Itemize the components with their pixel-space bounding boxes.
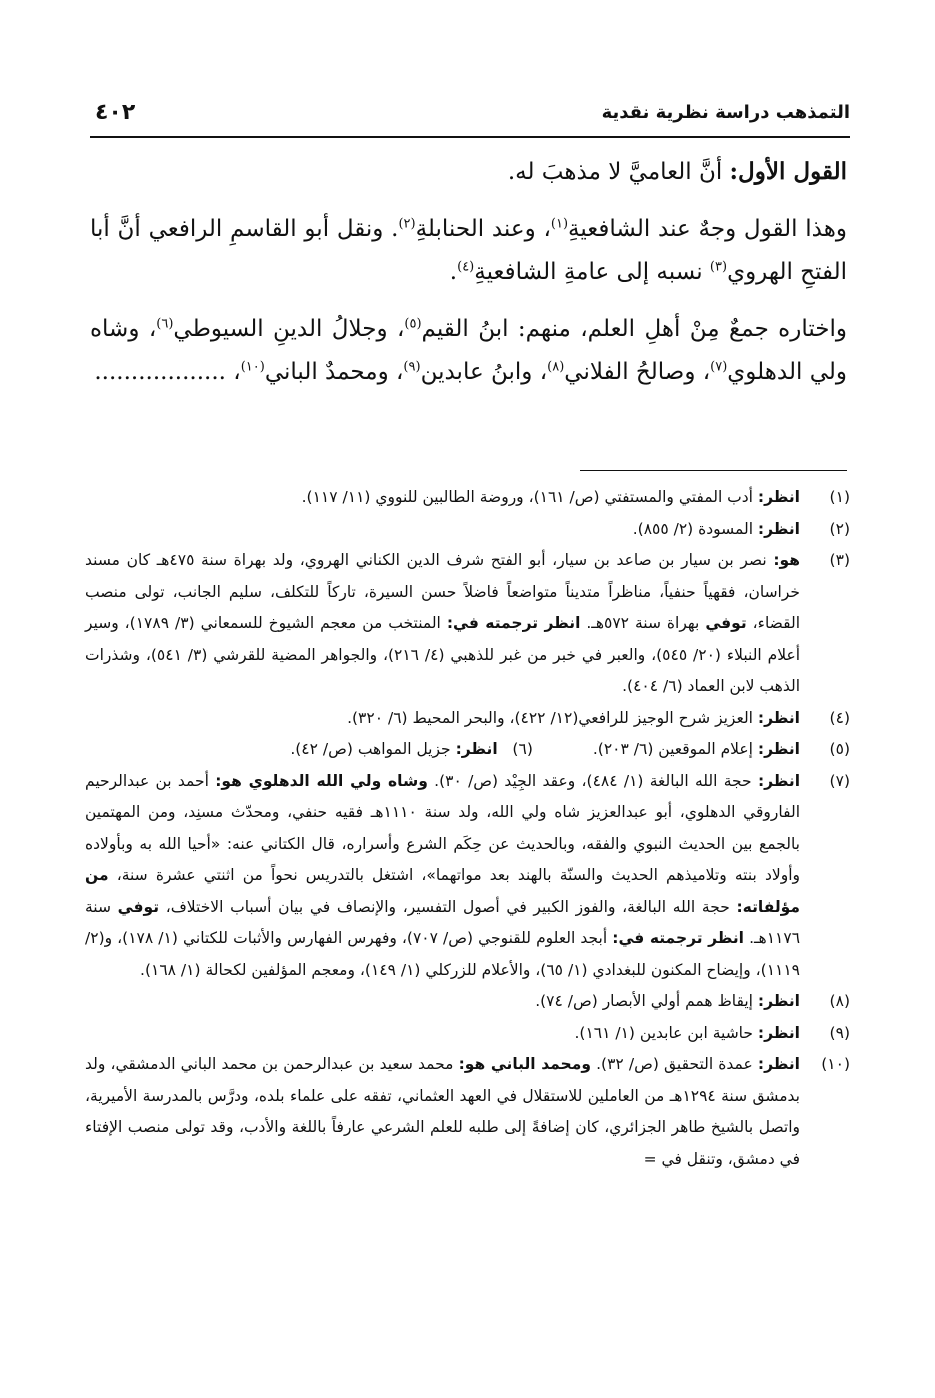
footnote-ref: (٢) [398,216,416,232]
footnote-number: (٨) [829,992,850,1010]
footnote-text: العزيز شرح الوجيز للرافعي(١٢/ ٤٢٢)، والبحر المحيط (٦/ ٣٢٠). [347,708,758,727]
footnotes-5-6 [85,734,850,766]
text-run: ، وجلالُ الدينِ السيوطي [173,316,405,342]
footnote-label: انظر: [757,488,800,506]
opinion-label: القول الأول: [729,158,847,185]
footnote-text: إيقاظ همم أولي الأبصار (ص/ ٧٤). [535,992,758,1010]
footnote-ref: (٩) [403,359,421,375]
footnote-bold: من مؤلفاته: [85,866,800,916]
footnote-text: حاشية ابن عابدين (١/ ١٦١). [574,1023,758,1042]
footnote-8 [85,986,850,1018]
footnote-ref: (٦) [156,316,174,332]
footnote-ref: (٨) [547,359,565,375]
footnote-number: (١٠) [821,1055,850,1073]
footnote-1 [85,482,850,514]
footnote-text: جزيل المواهب (ص/ ٤٢). [290,740,456,758]
footnote-ref: (١) [550,216,569,232]
footnote-number: (٢) [829,519,850,538]
text-run: ، ومحمدٌ الباني [264,359,404,385]
footnote-2 [85,514,850,546]
footnote-text: محمد سعيد بن عبدالرحمن بن محمد الباني الدمشقي، ولد بدمشق سنة ١٢٩٤هـ من العاملين للاستقلال في العهد العثماني، تفقه على علماء بلده، ودرَّس بالمدرسة الأميرية، واتصل بالشيخ طاهر الجزائري، كان إضافةً إلى طلبه للعلم الشرعي عارفاً باللغة والأدب، وقد تولى منصب الإفتاء في دمشق، وتنقل في = [85,1055,800,1168]
footnote-number: (٣) [829,551,850,569]
text-run: . ونقل أبو القاسمِ الرافعي أنَّ أبا الفتحِ الهروي [90,216,847,285]
footnote-label: انظر: [757,519,800,538]
text-run: ، وابنُ عابدين [420,359,548,385]
opinion-statement: أنَّ العاميَّ لا مذهبَ له. [507,159,730,185]
main-text [90,150,847,408]
footnote-6 [290,734,533,766]
footnote-text: أحمد بن عبدالرحيم الفاروقي الدهلوي، أبو عبدالعزيز شاه ولي الله، ولد سنة ١١١٠هـ فقيه حنفي، ومحدّث مسنِد، ومن المهتمين بالجمع بين الحديث النبوي والفقه، وبالحديث عن حِكَم الشرع وأسراره، قال الكتاني عنه: «أحيا الله به وبأولاده وأولاد بنته وتلاميذهم الحديث والسنّة بالهند بعد مواتهما»، اشتغل بالتدريس نحواً من اثنتي عشرة سنة، [85,771,800,884]
text-run: ، وعند الحنابلةِ [415,216,551,242]
footnote-number: (٩) [829,1023,850,1042]
footnote-bold: ومحمد الباني هو: [458,1055,591,1073]
footnote-ref: (١٠) [240,359,265,375]
footnote-label: انظر: [757,1023,800,1042]
footnote-bold: انظر ترجمته في: [612,929,744,947]
footnote-ref: (٣) [709,259,728,275]
footnote-bold: توفي [705,614,747,632]
footnote-label: انظر: [757,1055,800,1073]
footnote-3 [85,545,850,703]
text-run: ، وصالحُ الفلاني [564,359,711,385]
text-run: نسبه إلى عامةِ الشافعيةِ [474,259,710,285]
footnote-9 [85,1018,850,1050]
footnote-text: أبجد العلوم للقنوجي (ص/ ٧٠٧)، وفهرس الفهارس والأثبات للكتاني (١/ ١٧٨)، و(٢/ ١١١٩)، وإيضاح المكنون للبغدادي (١/ ٦٥)، والأعلام للزركلي (١/ ١٤٩)، ومعجم المؤلفين لكحالة (١/ ١٦٨). [85,929,800,979]
footnote-label: انظر: [757,708,800,727]
footnote-number: (٦) [512,740,533,758]
footnote-separator [580,470,847,471]
footnote-label: انظر: [757,992,800,1010]
ellipsis-dots: .................. [94,359,226,385]
text-run: واختاره جمعٌ مِنْ أهلِ العلم، منهم: ابنُ القيم [421,316,848,342]
footnote-bold: انظر ترجمته في: [446,614,581,632]
text-run: . [449,259,458,285]
footnote-text: المنتخب من معجم الشيوخ للسمعاني (٣/ ١٧٨٩)، وسير أعلام النبلاء (٢٠/ ٥٤٥)، والعبر في خبر من غبر للذهبي (٤/ ٢١٦)، والجواهر المضية للقرشي (٣/ ٥٤١)، وشذرات الذهب لابن العماد (٦/ ٤٠٤). [85,614,801,695]
footnote-10 [85,1049,850,1175]
page-number: ٤٠٢ [95,100,136,125]
running-title: التمذهب دراسة نظرية نقدية [601,102,850,123]
footnote-ref: (٧) [710,359,728,375]
paragraph-1 [90,208,847,294]
footnote-ref: (٤) [457,259,475,275]
footnote-label: انظر: [757,740,800,758]
footnote-4 [85,703,850,735]
footnote-number: (٥) [829,740,850,758]
text-run: وهذا القول وجهٌ عند الشافعيةِ [568,216,847,242]
footnote-text: حجة الله البالغة (١/ ٤٨٤)، وعقد الجِيْد (ص/ ٣٠). [427,771,758,790]
footnote-label: انظر: [455,740,498,758]
text-run: ، [225,359,241,385]
footnote-label: انظر: [757,771,801,790]
footnote-number: (٧) [829,771,850,790]
footnote-text: عمدة التحقيق (ص/ ٣٢). [590,1055,758,1073]
footnote-bold: توفي [117,897,160,916]
header-rule [90,136,850,138]
footnote-5 [592,734,850,766]
footnotes [85,482,850,1175]
paragraph-2 [90,308,847,394]
footnote-7 [85,766,850,987]
footnote-text: نصر بن سيار بن صاعد بن سيار، أبو الفتح شرف الدين الكناني الهروي، ولد بهراة سنة ٤٧٥هـ كان مسند خراسان، فقهياً حنفياً، مناظراً متديناً متواضعاً فاضلاً حسن السيرة، تاركاً للتكلف، سليم الجانب، تولى منصب القضاء، [85,551,800,632]
footnote-text: أدب المفتي والمستفتي (ص/ ١٦١)، وروضة الطالبين للنووي (١١/ ١١٧). [301,488,758,506]
footnote-text: إعلام الموقعين (٦/ ٢٠٣). [592,740,758,758]
footnote-ref: (٥) [404,316,422,332]
running-header [95,100,850,134]
footnote-text: حجة الله البالغة، والفوز الكبير في أصول التفسير، والإنصاف في بيان أسباب الاختلاف، [159,897,737,916]
footnote-bold: وشاه ولي الله الدهلوي هو: [215,771,428,790]
footnote-label: هو: [773,551,800,569]
footnote-text: المسودة (٢/ ٨٥٥). [632,519,758,538]
footnote-number: (١) [829,488,850,506]
footnote-text: سنة ١١٧٦هـ. [85,897,801,947]
first-opinion-heading [90,150,847,194]
footnote-text: بهراة سنة ٥٧٢هـ. [580,614,706,632]
footnote-number: (٤) [829,708,850,727]
text-run: ، وشاه ولي الدهلوي [90,316,847,385]
